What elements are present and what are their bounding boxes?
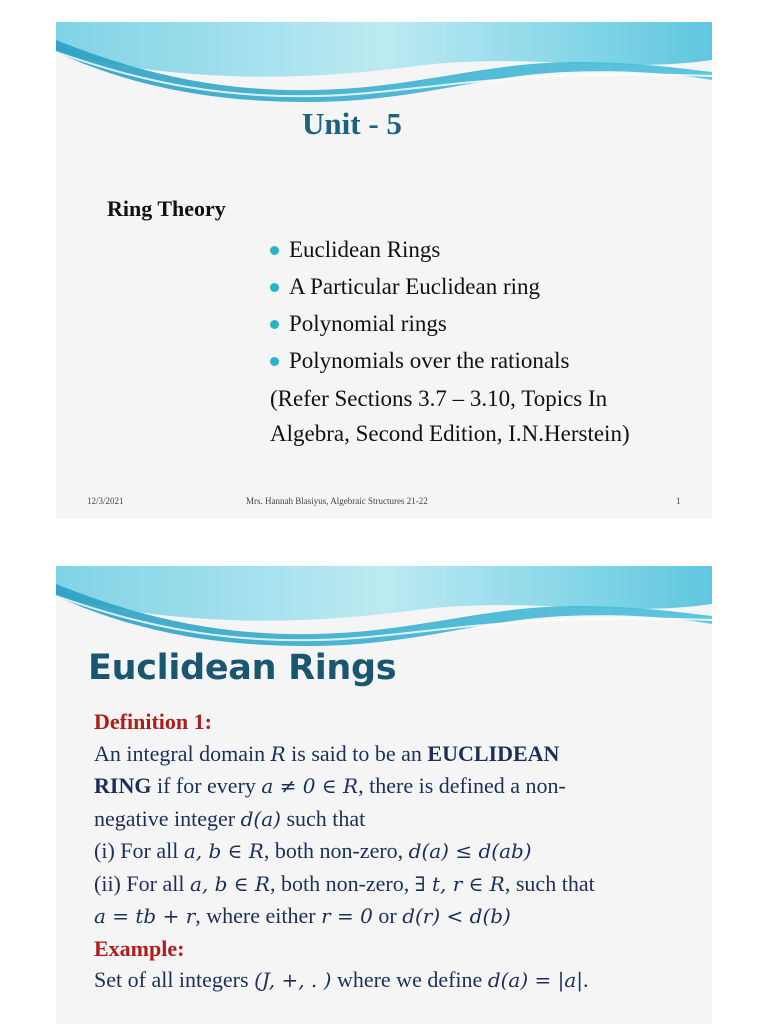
wave-banner bbox=[56, 566, 712, 646]
topic-list bbox=[270, 236, 569, 384]
list-item: Polynomial rings bbox=[270, 310, 569, 347]
bullet-dot-icon bbox=[270, 320, 279, 329]
slide-title: Unit - 5 bbox=[302, 106, 402, 141]
footer-date: 12/3/2021 bbox=[87, 496, 124, 506]
condition-2: (ii) For all a, b ∈ R, both non-zero, ∃ t, r ∈ R, such that bbox=[94, 870, 595, 896]
definition-line: An integral domain R is said to be an EUCLIDEAN bbox=[94, 740, 560, 766]
example-heading: Example: bbox=[94, 935, 185, 961]
condition-1: (i) For all a, b ∈ R, both non-zero, d(a) ≤ d(ab) bbox=[94, 838, 532, 863]
list-item: Polynomials over the rationals bbox=[270, 347, 569, 384]
definition-heading: Definition 1: bbox=[94, 709, 212, 734]
slide-title: Euclidean Rings bbox=[88, 648, 397, 688]
slide-2 bbox=[56, 566, 712, 1024]
definition-line: negative integer d(a) such that bbox=[94, 805, 366, 831]
footer-author: Mrs. Hannah Blasiyus, Algebraic Structures 21-22 bbox=[246, 496, 428, 506]
condition-2-continued: a = tb + r, where either r = 0 or d(r) < d(b) bbox=[94, 903, 511, 928]
definition-body bbox=[94, 706, 694, 997]
footer-page-number: 1 bbox=[676, 496, 681, 506]
wave-banner bbox=[56, 22, 712, 102]
reference-text: (Refer Sections 3.7 – 3.10, Topics In Algebra, Second Edition, I.N.Herstein) bbox=[270, 386, 630, 446]
slide-subtitle: Ring Theory bbox=[107, 196, 226, 221]
slide-1 bbox=[56, 22, 712, 519]
example-text: Set of all integers (J, +, . ) where we define d(a) = |a|. bbox=[94, 967, 589, 992]
bullet-dot-icon bbox=[270, 283, 279, 292]
definition-line: RING if for every a ≠ 0 ∈ R, there is defined a non- bbox=[94, 773, 566, 798]
list-item: A Particular Euclidean ring bbox=[270, 273, 569, 310]
bullet-dot-icon bbox=[270, 357, 279, 366]
list-item: Euclidean Rings bbox=[270, 236, 569, 273]
bullet-dot-icon bbox=[270, 246, 279, 255]
